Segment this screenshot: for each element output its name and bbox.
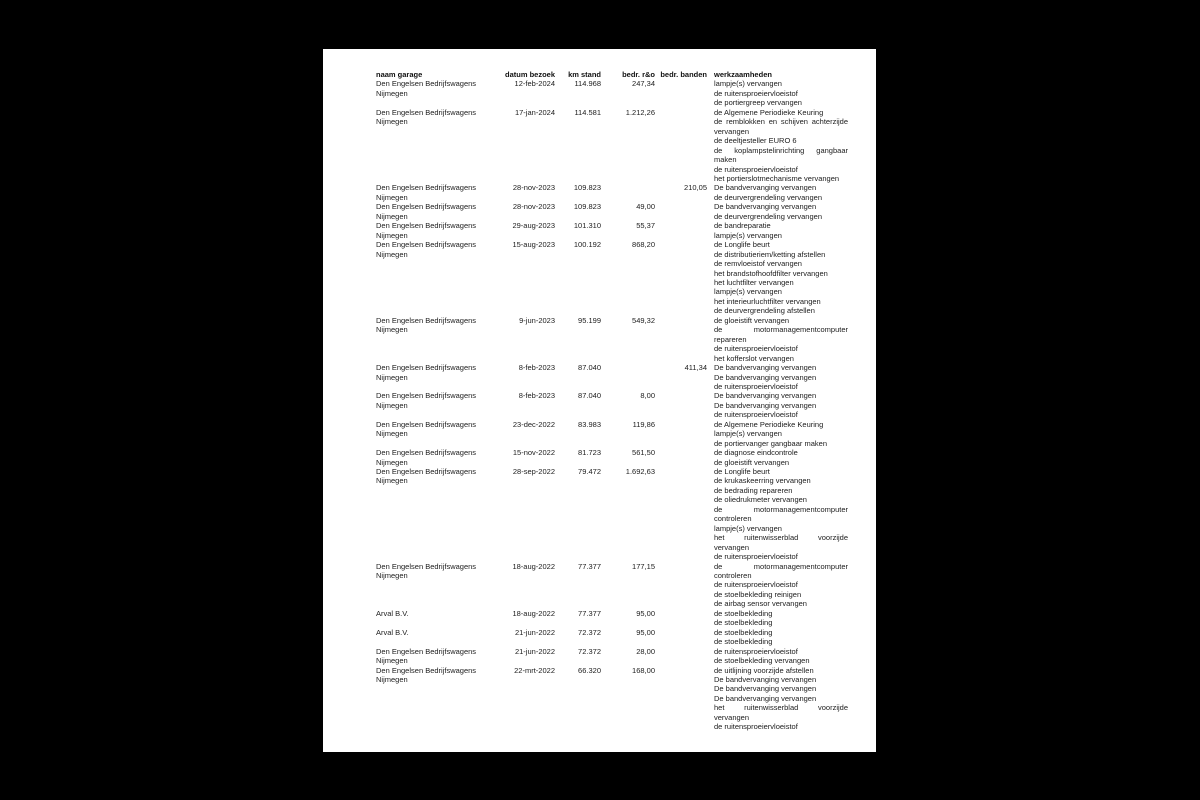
cell-garage: Den Engelsen Bedrijfswagens Nijmegen bbox=[376, 646, 477, 666]
werk-item: De bandvervanging vervangen bbox=[714, 202, 817, 212]
cell-ro: 119,86 bbox=[632, 419, 655, 429]
table-row bbox=[376, 363, 856, 391]
cell-werk bbox=[714, 202, 848, 221]
table-row bbox=[376, 316, 856, 363]
cell-garage: Den Engelsen Bedrijfswagens Nijmegen bbox=[376, 561, 477, 581]
werk-item: de stoelbekleding reinigen bbox=[714, 589, 802, 599]
cell-banden: 210,05 bbox=[684, 183, 707, 193]
werk-item: de motormanagementcomputer controleren bbox=[714, 561, 848, 581]
cell-datum: 21-jun-2022 bbox=[514, 646, 555, 656]
column-header-banden: bedr. banden bbox=[660, 70, 707, 79]
cell-garage: Den Engelsen Bedrijfswagens Nijmegen bbox=[376, 79, 477, 98]
werk-item: De bandvervanging vervangen bbox=[714, 363, 817, 373]
cell-werk bbox=[714, 562, 848, 609]
cell-werk bbox=[714, 316, 848, 363]
werk-item: de distributieriem/ketting afstellen bbox=[714, 249, 826, 259]
cell-garage: Arval B.V. bbox=[376, 627, 409, 637]
werk-item: de airbag sensor vervangen bbox=[714, 599, 807, 609]
werk-item: de ruitensproeiervloeistof bbox=[714, 344, 798, 354]
werk-item: de ruitensproeiervloeistof bbox=[714, 580, 798, 590]
werk-item: de Algemene Periodieke Keuring bbox=[714, 107, 824, 117]
table-row bbox=[376, 202, 856, 221]
cell-ro: 55,37 bbox=[636, 221, 655, 231]
cell-garage: Den Engelsen Bedrijfswagens Nijmegen bbox=[376, 221, 477, 240]
cell-werk bbox=[714, 183, 848, 202]
cell-datum: 18-aug-2022 bbox=[512, 561, 555, 571]
werk-item: de ruitensproeiervloeistof bbox=[714, 646, 798, 656]
column-header-km: km stand bbox=[568, 70, 601, 79]
werk-item: de stoelbekleding bbox=[714, 618, 773, 628]
cell-km: 109.823 bbox=[573, 183, 601, 193]
werk-item: de ruitensproeiervloeistof bbox=[714, 88, 798, 98]
table-row bbox=[376, 562, 856, 609]
werk-item: het luchtfilter vervangen bbox=[714, 277, 794, 287]
table-row bbox=[376, 448, 856, 467]
cell-km: 95.199 bbox=[578, 315, 601, 325]
cell-werk bbox=[714, 467, 848, 562]
cell-ro: 95,00 bbox=[636, 608, 655, 618]
table-row bbox=[376, 240, 856, 316]
cell-datum: 9-jun-2023 bbox=[519, 315, 555, 325]
cell-banden: 411,34 bbox=[684, 363, 707, 373]
werk-item: de koplampstelinrichting gangbaar maken bbox=[714, 145, 848, 165]
cell-datum: 28-nov-2023 bbox=[512, 202, 555, 212]
cell-km: 77.377 bbox=[578, 561, 601, 571]
werk-item: het brandstofhoofdfilter vervangen bbox=[714, 268, 828, 278]
werk-item: de stoelbekleding vervangen bbox=[714, 656, 810, 666]
cell-werk bbox=[714, 448, 848, 467]
werk-item: de stoelbekleding bbox=[714, 627, 773, 637]
cell-werk bbox=[714, 221, 848, 240]
table-row bbox=[376, 420, 856, 448]
cell-ro: 561,50 bbox=[632, 448, 655, 458]
cell-werk bbox=[714, 666, 848, 732]
werk-item: het kofferslot vervangen bbox=[714, 353, 794, 363]
werk-item: het portierslotmechanisme vervangen bbox=[714, 173, 840, 183]
werk-item: de Algemene Periodieke Keuring bbox=[714, 419, 824, 429]
cell-werk bbox=[714, 420, 848, 448]
cell-werk bbox=[714, 240, 848, 316]
cell-datum: 8-feb-2023 bbox=[518, 391, 555, 401]
table-row bbox=[376, 221, 856, 240]
werk-item: de uitlijning voorzijde afstellen bbox=[714, 665, 814, 675]
column-header-ro: bedr. r&o bbox=[622, 70, 655, 79]
werk-item: de Longlife beurt bbox=[714, 467, 770, 477]
werk-item: de ruitensproeiervloeistof bbox=[714, 381, 798, 391]
document-page bbox=[323, 49, 876, 752]
cell-garage: Den Engelsen Bedrijfswagens Nijmegen bbox=[376, 665, 477, 684]
column-header-datum: datum bezoek bbox=[504, 70, 555, 79]
cell-km: 87.040 bbox=[578, 391, 601, 401]
maintenance-history-table bbox=[376, 70, 856, 732]
cell-datum: 23-dec-2022 bbox=[512, 419, 555, 429]
cell-garage: Arval B.V. bbox=[376, 608, 409, 618]
cell-datum: 18-aug-2022 bbox=[512, 608, 555, 618]
cell-datum: 8-feb-2023 bbox=[518, 363, 555, 373]
cell-ro: 549,32 bbox=[632, 315, 655, 325]
cell-garage: Den Engelsen Bedrijfswagens Nijmegen bbox=[376, 391, 477, 410]
cell-datum: 12-feb-2024 bbox=[514, 79, 555, 89]
table-row bbox=[376, 183, 856, 202]
column-header-werk: werkzaamheden bbox=[714, 70, 772, 79]
cell-datum: 28-sep-2022 bbox=[512, 467, 555, 477]
werk-item: het interieurluchtfilter vervangen bbox=[714, 296, 821, 306]
table-row bbox=[376, 609, 856, 628]
cell-garage: Den Engelsen Bedrijfswagens Nijmegen bbox=[376, 363, 477, 382]
cell-km: 87.040 bbox=[578, 363, 601, 373]
werk-item: De bandvervanging vervangen bbox=[714, 675, 817, 684]
werk-item: de motormanagementcomputer repareren bbox=[714, 325, 848, 344]
cell-garage: Den Engelsen Bedrijfswagens Nijmegen bbox=[376, 419, 477, 439]
cell-ro: 1.692,63 bbox=[625, 467, 655, 477]
cell-garage: Den Engelsen Bedrijfswagens Nijmegen bbox=[376, 315, 477, 335]
werk-item: de krukaskeerring vervangen bbox=[714, 476, 811, 486]
werk-item: het ruitenwisserblad voorzijde vervangen bbox=[714, 533, 848, 552]
cell-werk bbox=[714, 628, 848, 647]
werk-item: lampje(s) vervangen bbox=[714, 79, 782, 89]
cell-km: 72.372 bbox=[578, 627, 601, 637]
cell-ro: 8,00 bbox=[640, 391, 655, 401]
cell-datum: 22-mrt-2022 bbox=[514, 665, 555, 675]
cell-datum: 17-jan-2024 bbox=[514, 107, 555, 117]
werk-item: de diagnose eindcontrole bbox=[714, 448, 798, 458]
cell-werk bbox=[714, 609, 848, 628]
table-row bbox=[376, 391, 856, 419]
werk-item: de stoelbekleding bbox=[714, 637, 773, 647]
werk-item: de deeltjesteller EURO 6 bbox=[714, 136, 797, 146]
cell-garage: Den Engelsen Bedrijfswagens Nijmegen bbox=[376, 183, 477, 202]
table-row bbox=[376, 666, 856, 732]
cell-km: 114.581 bbox=[574, 107, 601, 117]
cell-ro: 28,00 bbox=[636, 646, 655, 656]
cell-ro: 95,00 bbox=[636, 627, 655, 637]
werk-item: de stoelbekleding bbox=[714, 608, 773, 618]
cell-km: 100.192 bbox=[573, 240, 601, 250]
werk-item: De bandvervanging vervangen bbox=[714, 183, 817, 193]
cell-km: 81.723 bbox=[578, 448, 601, 458]
cell-km: 109.823 bbox=[573, 202, 601, 212]
cell-werk bbox=[714, 108, 848, 184]
cell-datum: 15-aug-2023 bbox=[512, 240, 555, 250]
werk-item: De bandvervanging vervangen bbox=[714, 391, 817, 401]
werk-item: de remblokken en schijven achterzijde vervangen bbox=[714, 117, 848, 136]
werk-item: de portiergreep vervangen bbox=[714, 98, 802, 108]
cell-ro: 177,15 bbox=[632, 561, 655, 571]
werk-item: de portiervanger gangbaar maken bbox=[714, 438, 827, 448]
cell-werk bbox=[714, 79, 848, 107]
werk-item: de oliedrukmeter vervangen bbox=[714, 495, 807, 505]
cell-km: 101.310 bbox=[573, 221, 601, 231]
werk-item: lampje(s) vervangen bbox=[714, 230, 782, 240]
werk-item: de ruitensproeiervloeistof bbox=[714, 410, 798, 420]
werk-item: de ruitensproeiervloeistof bbox=[714, 722, 798, 732]
cell-km: 114.968 bbox=[574, 79, 601, 89]
werk-item: het ruitenwisserblad voorzijde vervangen bbox=[714, 703, 848, 722]
table-row bbox=[376, 108, 856, 184]
werk-item: de deurvergrendeling vervangen bbox=[714, 192, 822, 202]
cell-datum: 15-nov-2022 bbox=[512, 448, 555, 458]
table-row bbox=[376, 628, 856, 647]
cell-km: 79.472 bbox=[578, 467, 601, 477]
werk-item: de remvloeistof vervangen bbox=[714, 259, 802, 269]
werk-item: de Longlife beurt bbox=[714, 240, 770, 250]
cell-km: 66.320 bbox=[578, 665, 601, 675]
cell-werk bbox=[714, 391, 848, 419]
werk-item: de bedrading repareren bbox=[714, 485, 793, 495]
cell-datum: 28-nov-2023 bbox=[512, 183, 555, 193]
cell-garage: Den Engelsen Bedrijfswagens Nijmegen bbox=[376, 107, 477, 127]
cell-ro: 168,00 bbox=[632, 665, 655, 675]
werk-item: lampje(s) vervangen bbox=[714, 429, 782, 439]
cell-ro: 49,00 bbox=[636, 202, 655, 212]
werk-item: lampje(s) vervangen bbox=[714, 287, 782, 297]
werk-item: de gloeistift vervangen bbox=[714, 315, 790, 325]
cell-datum: 21-jun-2022 bbox=[514, 627, 555, 637]
werk-item: de deurvergrendeling afstellen bbox=[714, 306, 815, 316]
table-row bbox=[376, 467, 856, 562]
table-header-row bbox=[376, 70, 856, 79]
werk-item: lampje(s) vervangen bbox=[714, 523, 782, 533]
cell-km: 83.983 bbox=[578, 419, 601, 429]
werk-item: De bandvervanging vervangen bbox=[714, 684, 817, 694]
werk-item: De bandvervanging vervangen bbox=[714, 372, 817, 382]
cell-garage: Den Engelsen Bedrijfswagens Nijmegen bbox=[376, 448, 477, 467]
cell-km: 72.372 bbox=[578, 646, 601, 656]
cell-garage: Den Engelsen Bedrijfswagens Nijmegen bbox=[376, 467, 477, 486]
werk-item: de deurvergrendeling vervangen bbox=[714, 211, 822, 221]
table-row bbox=[376, 647, 856, 666]
werk-item: de bandreparatie bbox=[714, 221, 771, 231]
werk-item: de ruitensproeiervloeistof bbox=[714, 552, 798, 562]
werk-item: De bandvervanging vervangen bbox=[714, 400, 817, 410]
cell-km: 77.377 bbox=[578, 608, 601, 618]
table-row bbox=[376, 79, 856, 107]
cell-garage: Den Engelsen Bedrijfswagens Nijmegen bbox=[376, 240, 477, 259]
werk-item: de gloeistift vervangen bbox=[714, 457, 790, 467]
column-header-garage: naam garage bbox=[376, 70, 423, 79]
werk-item: de motormanagementcomputer controleren bbox=[714, 504, 848, 524]
cell-werk bbox=[714, 647, 848, 666]
werk-item: de ruitensproeiervloeistof bbox=[714, 164, 798, 174]
cell-ro: 247,34 bbox=[632, 79, 655, 89]
cell-werk bbox=[714, 363, 848, 391]
cell-garage: Den Engelsen Bedrijfswagens Nijmegen bbox=[376, 202, 477, 221]
cell-ro: 868,20 bbox=[632, 240, 655, 250]
table-body bbox=[376, 79, 856, 731]
cell-datum: 29-aug-2023 bbox=[512, 221, 555, 231]
werk-item: De bandvervanging vervangen bbox=[714, 693, 817, 703]
cell-ro: 1.212,26 bbox=[625, 107, 655, 117]
